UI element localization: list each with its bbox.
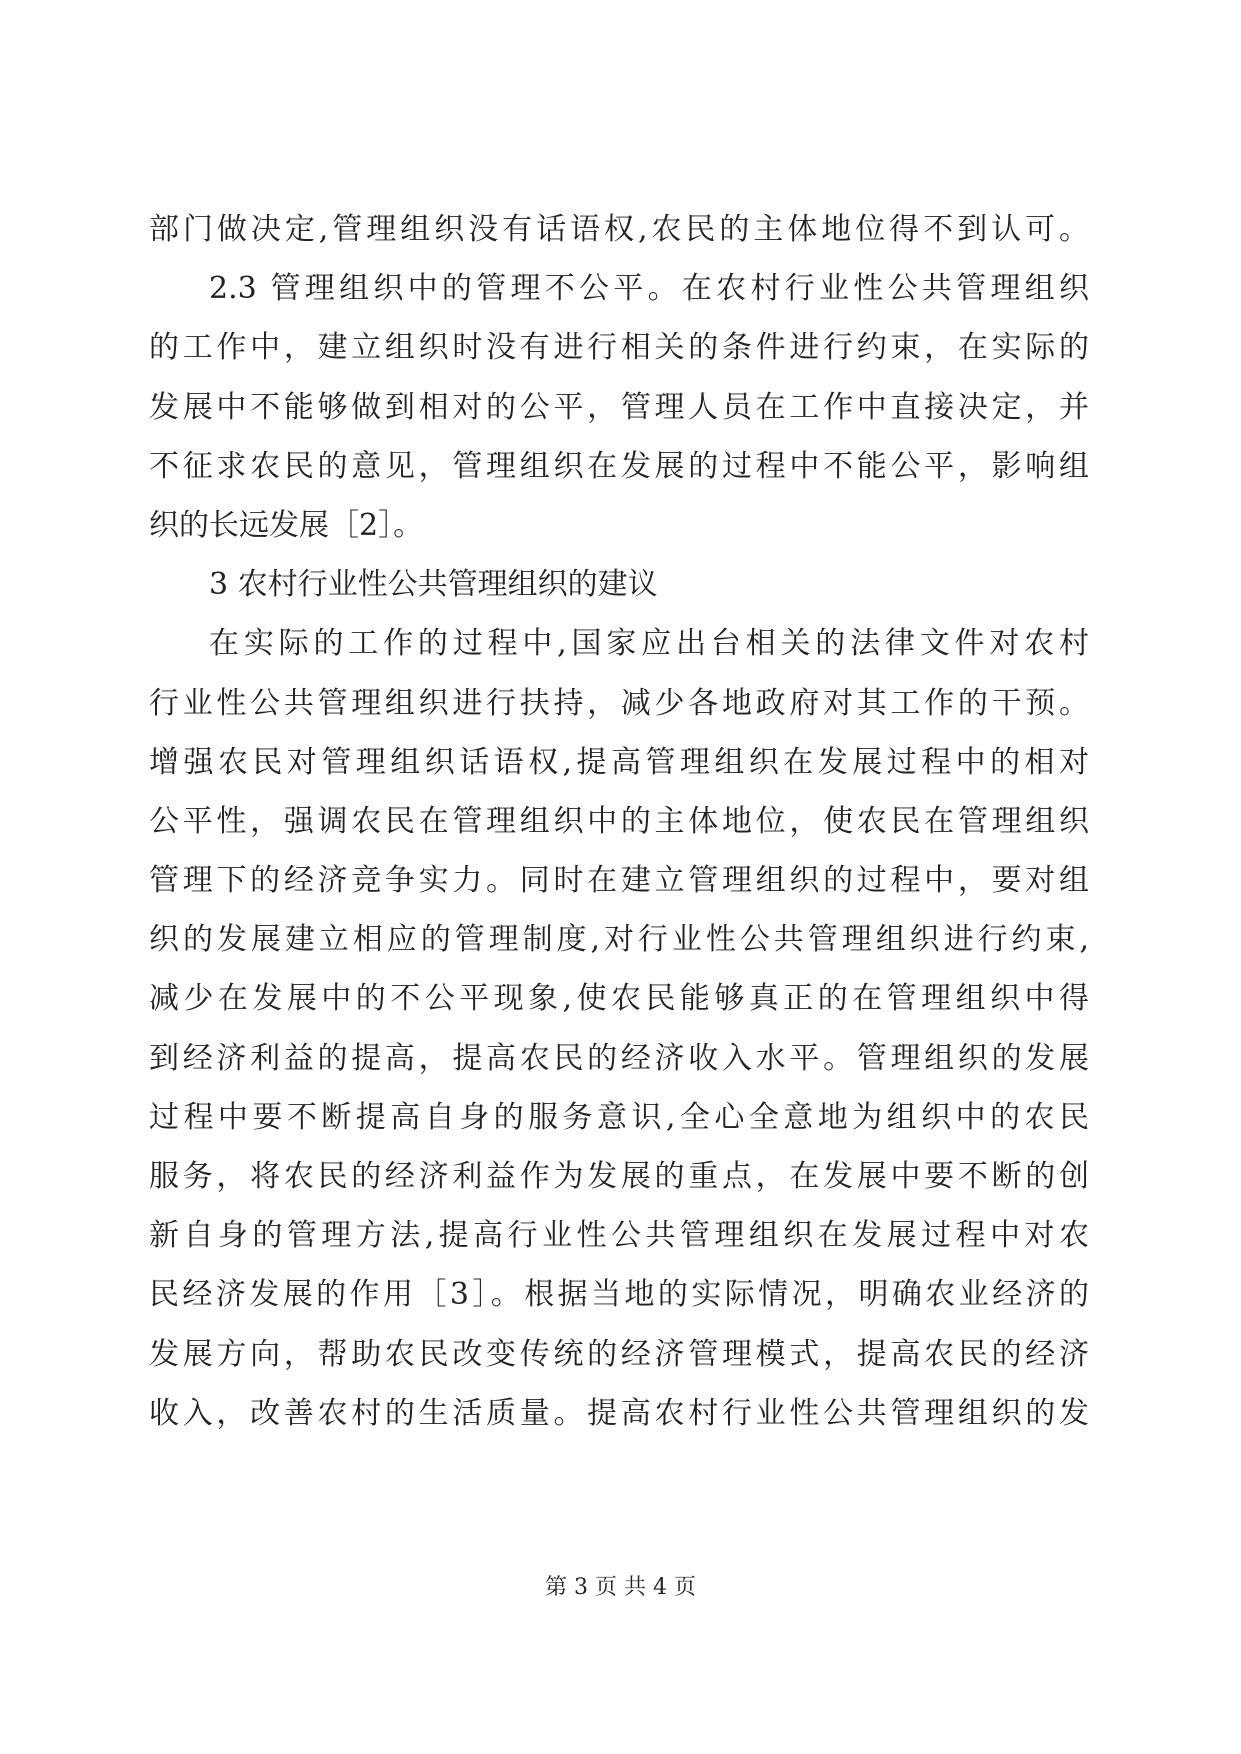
text-line: 增强农民对管理组织话语权,提高管理组织在发展过程中的相对 xyxy=(149,744,1089,780)
text-line: 发展中不能够做到相对的公平，管理人员在工作中直接决定，并 xyxy=(149,389,1089,425)
text-line: 收入，改善农村的生活质量。提高农村行业性公共管理组织的发 xyxy=(149,1395,1089,1431)
text-line: 新自身的管理方法,提高行业性公共管理组织在发展过程中对农 xyxy=(149,1218,1089,1254)
text-line: 不征求农民的意见，管理组织在发展的过程中不能公平，影响组 xyxy=(149,448,1089,484)
text-line: 织的长远发展［2］。 xyxy=(149,507,424,543)
text-line: 行业性公共管理组织进行扶持，减少各地政府对其工作的干预。 xyxy=(149,685,1089,721)
text-line: 服务，将农民的经济利益作为发展的重点，在发展中要不断的创 xyxy=(149,1159,1089,1194)
paragraph-start: 在实际的工作的过程中,国家应出台相关的法律文件对农村 xyxy=(209,626,1089,662)
text-line: 到经济利益的提高，提高农民的经济收入水平。管理组织的发展 xyxy=(149,1040,1089,1076)
text-line: 发展方向，帮助农民改变传统的经济管理模式，提高农民的经济 xyxy=(149,1336,1089,1372)
text-line: 部门做决定,管理组织没有话语权,农民的主体地位得不到认可。 xyxy=(149,212,1089,247)
page-number-footer: 第 3 页 共 4 页 xyxy=(545,1575,696,1600)
text-line: 织的发展建立相应的管理制度,对行业性公共管理组织进行约束, xyxy=(149,922,1089,958)
text-line: 民经济发展的作用［3］。根据当地的实际情况，明确农业经济的 xyxy=(149,1277,1089,1313)
document-body xyxy=(149,200,1089,1443)
text-line: 管理下的经济竞争实力。同时在建立管理组织的过程中，要对组 xyxy=(149,863,1089,899)
text-line: 的工作中，建立组织时没有进行相关的条件进行约束，在实际的 xyxy=(149,330,1089,366)
text-line: 过程中要不断提高自身的服务意识,全心全意地为组织中的农民 xyxy=(149,1099,1089,1135)
text-line: 减少在发展中的不公平现象,使农民能够真正的在管理组织中得 xyxy=(149,981,1089,1017)
section-heading-3: 3 农村行业性公共管理组织的建议 xyxy=(209,567,658,603)
text-line: 公平性，强调农民在管理组织中的主体地位，使农民在管理组织 xyxy=(149,803,1089,839)
section-heading-2-3: 2.3 管理组织中的管理不公平。在农村行业性公共管理组织 xyxy=(209,271,1089,307)
